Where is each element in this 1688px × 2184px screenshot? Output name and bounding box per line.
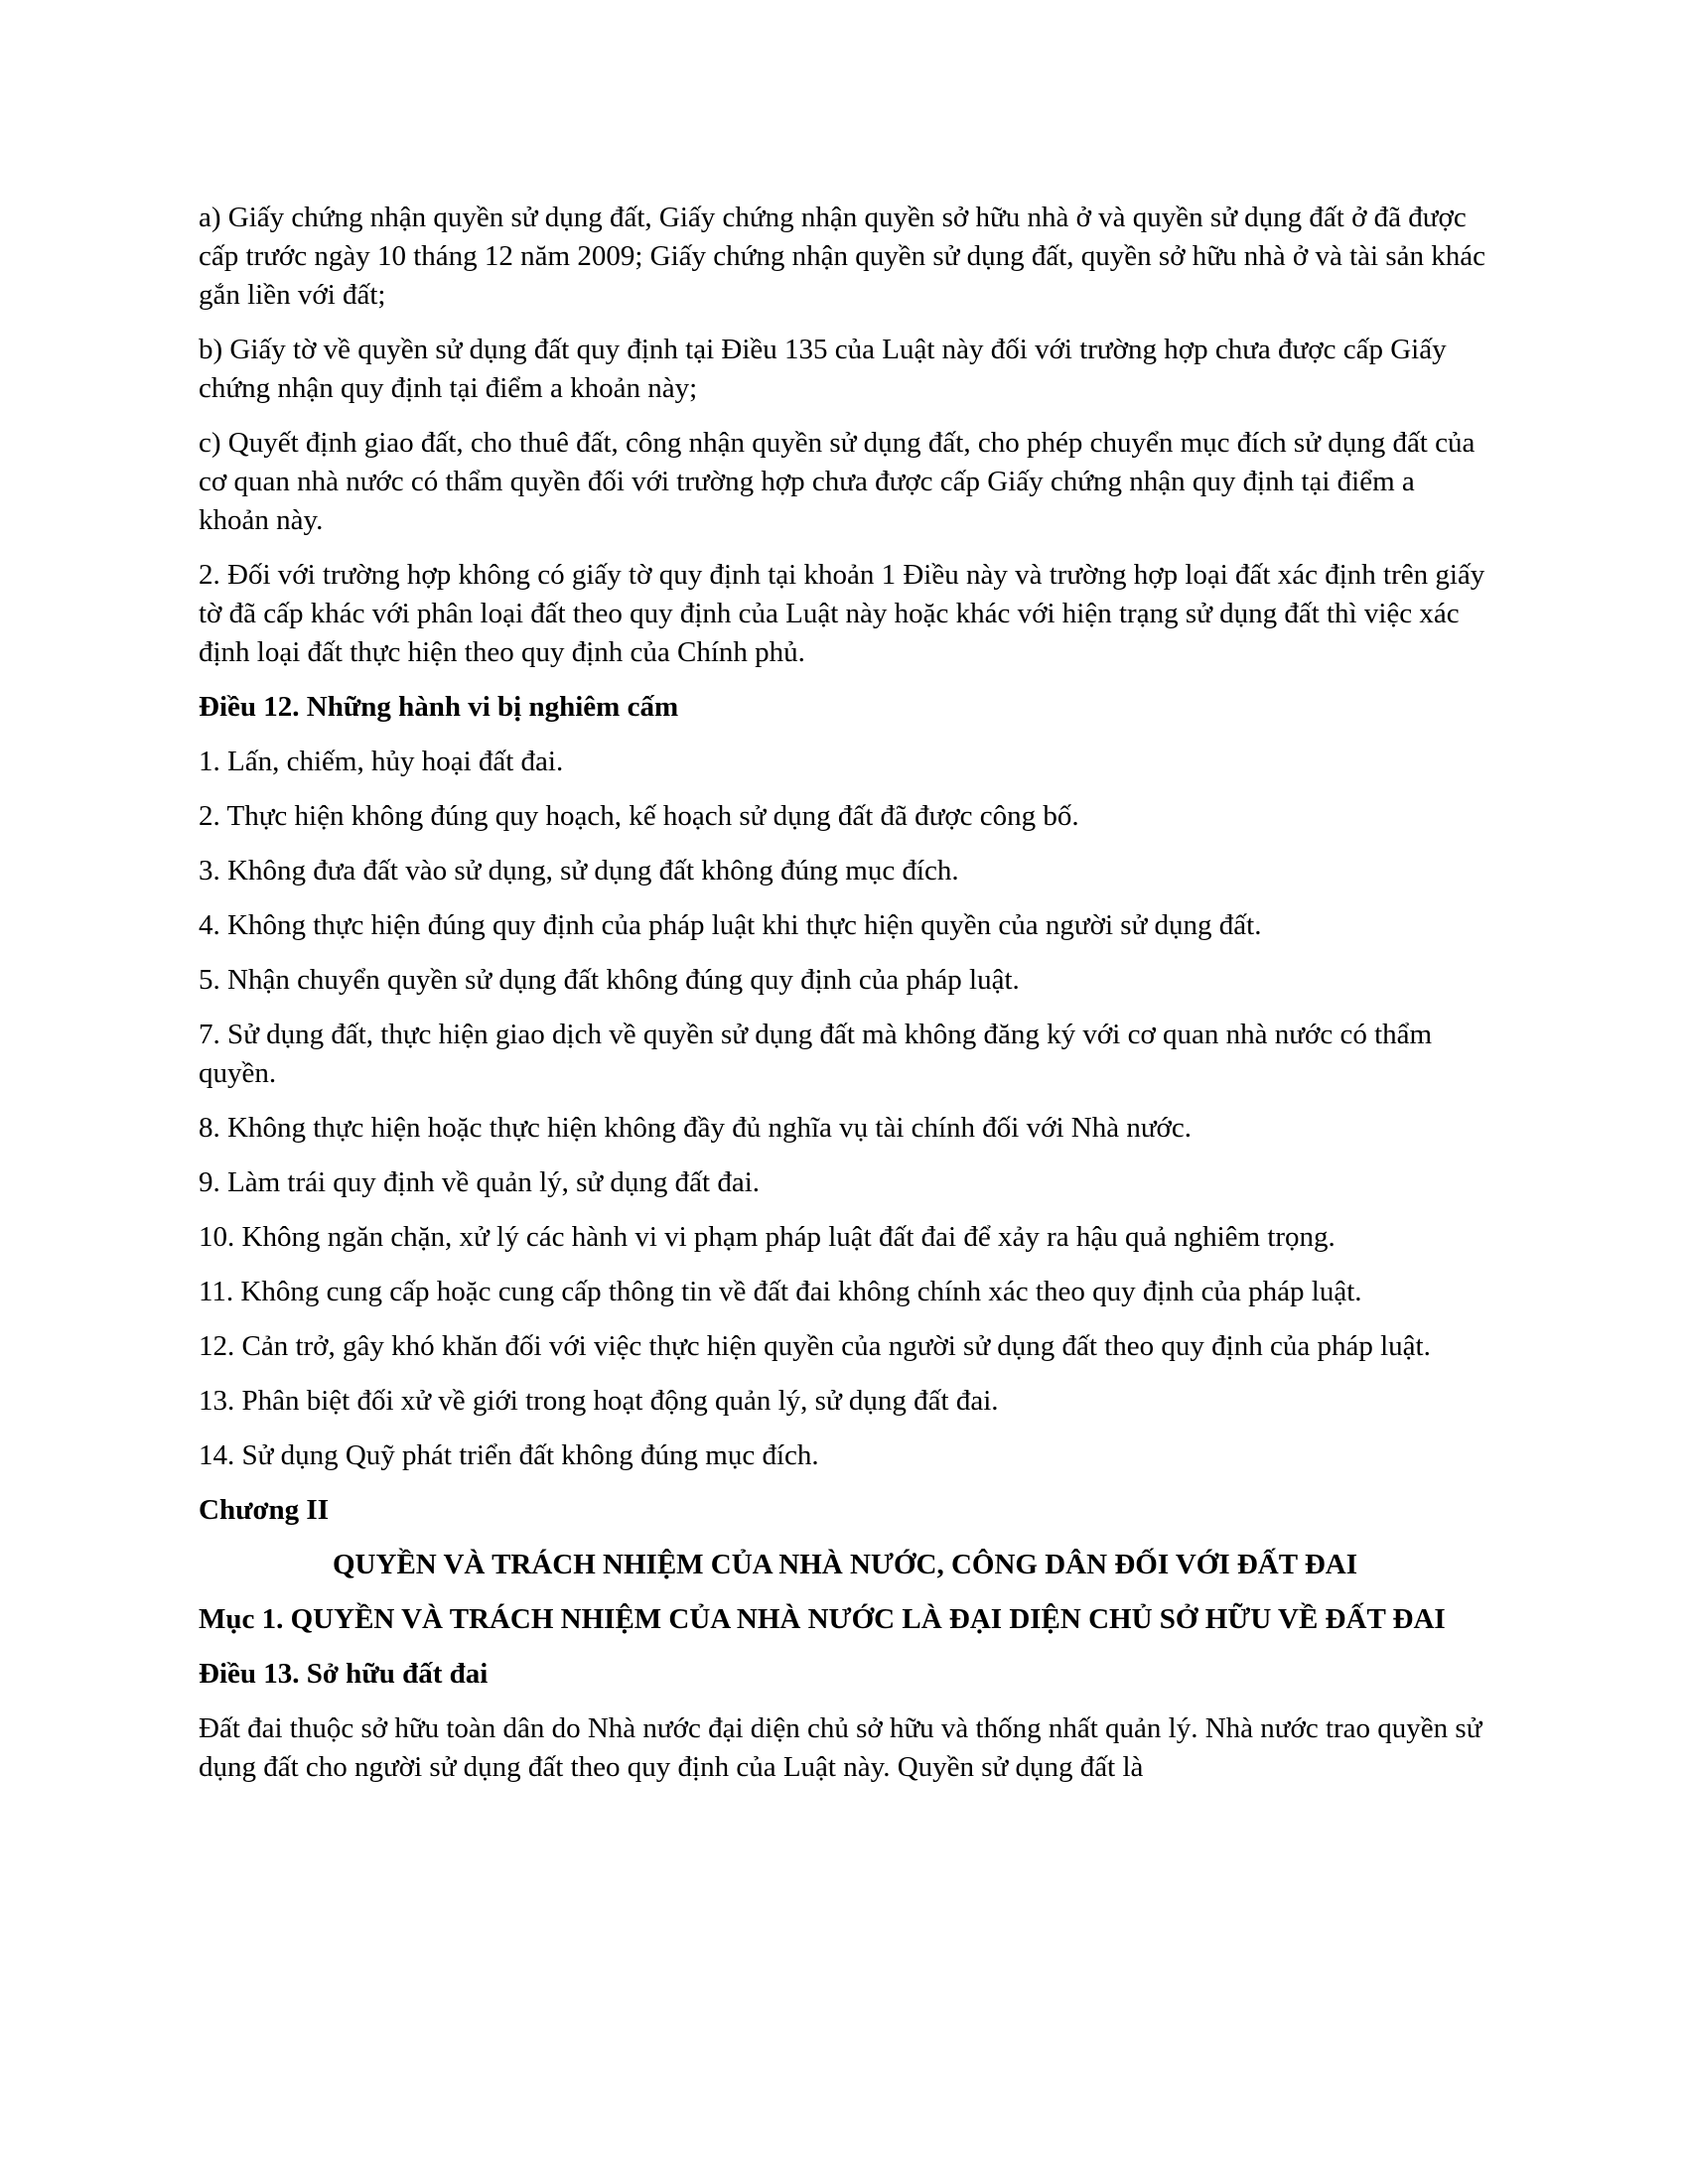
clause-1-point-a: a) Giấy chứng nhận quyền sử dụng đất, Giấy chứng nhận quyền sở hữu nhà ở và quyền sử dụng đất ở đã được cấp trước ngày 10 tháng 12 năm 2009; Giấy chứng nhận quyền sử dụng đất, quyền sở hữu nhà ở và tài sản khác gắn liền với đất;	[199, 202, 1485, 311]
list-item: 12. Cản trở, gây khó khăn đối với việc thực hiện quyền của người sử dụng đất theo quy định của pháp luật.	[199, 1330, 1431, 1362]
clause-1-point-c: c) Quyết định giao đất, cho thuê đất, công nhận quyền sử dụng đất, cho phép chuyển mục đích sử dụng đất của cơ quan nhà nước có thẩm quyền đối với trường hợp chưa được cấp Giấy chứng nhận quy định tại điểm a khoản này.	[199, 427, 1476, 536]
list-item: 13. Phân biệt đối xử về giới trong hoạt động quản lý, sử dụng đất đai.	[199, 1385, 999, 1417]
list-item: 5. Nhận chuyển quyền sử dụng đất không đúng quy định của pháp luật.	[199, 964, 1020, 996]
list-item: 14. Sử dụng Quỹ phát triển đất không đúng mục đích.	[199, 1439, 819, 1471]
article-13-text: Đất đai thuộc sở hữu toàn dân do Nhà nước đại diện chủ sở hữu và thống nhất quản lý. Nhà nước trao quyền sử dụng đất cho người sử dụng đất theo quy định của Luật này. Quyền sử dụng đất là	[199, 1712, 1482, 1783]
list-item: 9. Làm trái quy định về quản lý, sử dụng đất đai.	[199, 1166, 761, 1198]
document-page	[199, 199, 1491, 1803]
list-item: 4. Không thực hiện đúng quy định của pháp luật khi thực hiện quyền của người sử dụng đất.	[199, 909, 1262, 941]
list-item: 11. Không cung cấp hoặc cung cấp thông tin về đất đai không chính xác theo quy định của pháp luật.	[199, 1276, 1362, 1307]
chapter-number: Chương II	[199, 1494, 329, 1526]
chapter-title: QUYỀN VÀ TRÁCH NHIỆM CỦA NHÀ NƯỚC, CÔNG DÂN ĐỐI VỚI ĐẤT ĐAI	[333, 1549, 1357, 1580]
article-12-list	[199, 743, 1491, 1475]
clause-2: 2. Đối với trường hợp không có giấy tờ quy định tại khoản 1 Điều này và trường hợp loại đất xác định trên giấy tờ đã cấp khác với phân loại đất theo quy định của Luật này hoặc khác với hiện trạng sử dụng đất thì việc xác định loại đất thực hiện theo quy định của Chính phủ.	[199, 559, 1485, 668]
clause-1-point-b: b) Giấy tờ về quyền sử dụng đất quy định tại Điều 135 của Luật này đối với trường hợp chưa được cấp Giấy chứng nhận quy định tại điểm a khoản này;	[199, 334, 1447, 404]
list-item: 3. Không đưa đất vào sử dụng, sử dụng đất không đúng mục đích.	[199, 855, 959, 887]
list-item: 10. Không ngăn chặn, xử lý các hành vi vi phạm pháp luật đất đai để xảy ra hậu quả nghiêm trọng.	[199, 1221, 1336, 1253]
list-item: 7. Sử dụng đất, thực hiện giao dịch về quyền sử dụng đất mà không đăng ký với cơ quan nhà nước có thẩm quyền.	[199, 1019, 1433, 1089]
list-item: 2. Thực hiện không đúng quy hoạch, kế hoạch sử dụng đất đã được công bố.	[199, 800, 1079, 832]
list-item: 1. Lấn, chiếm, hủy hoại đất đai.	[199, 746, 564, 777]
list-item: 8. Không thực hiện hoặc thực hiện không đầy đủ nghĩa vụ tài chính đối với Nhà nước.	[199, 1112, 1192, 1144]
article-13-title: Điều 13. Sở hữu đất đai	[199, 1658, 489, 1690]
section-title: Mục 1. QUYỀN VÀ TRÁCH NHIỆM CỦA NHÀ NƯỚC LÀ ĐẠI DIỆN CHỦ SỞ HỮU VỀ ĐẤT ĐAI	[199, 1603, 1446, 1635]
article-12-title: Điều 12. Những hành vi bị nghiêm cấm	[199, 691, 679, 723]
